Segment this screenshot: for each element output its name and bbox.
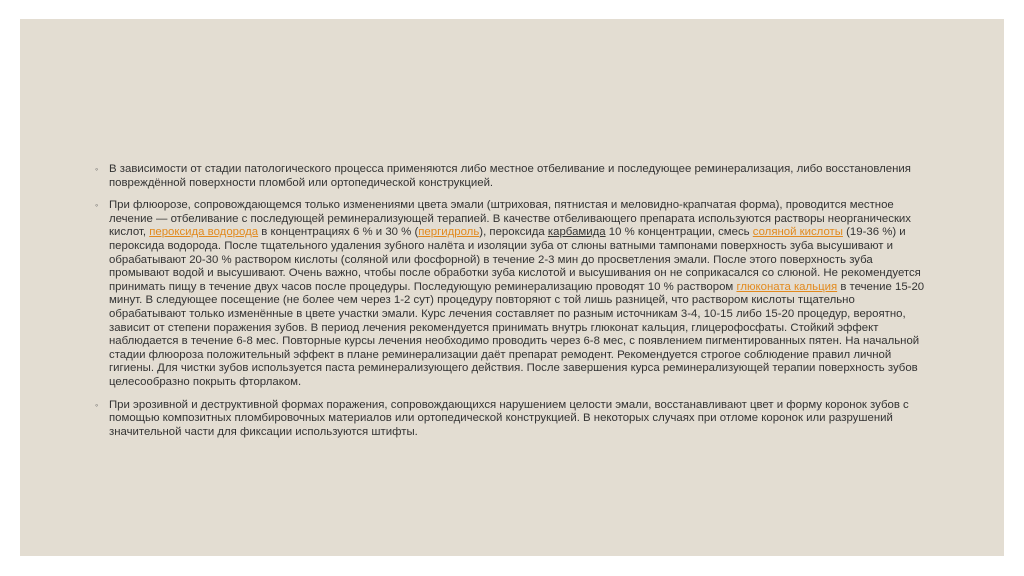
bullet-icon: ◦ — [95, 200, 99, 211]
bullet-icon: ◦ — [95, 164, 99, 174]
paragraph-text: в течение 15-20 минут. В следующее посещение (не более чем через 1-2 сут) процедуру повторяют с той лишь разницей, что раствором кислоты тщательно обрабатывают только изменённые в цвете участки эмали. Курс лечения составляет по разным источникам 3-4, 10-15 либо 15-20 процедур, вероятно, зависит от степени поражения зубов. В период лечения рекомендуется принимать внутрь глюконат кальция, глицерофосфаты. Стойкий эффект наблюдается в течение 6-8 мес. Повторные курсы лечения необходимо проводить через 6-8 мес, с появлением пигментированных пятен. На начальной стадии флюороза положительный эффект в плане реминерализации даёт препарат ремодент. Рекомендуется строгое соблюдение правил личной гигиены. Для чистки зубов используется паста реминерализующего действия. После завершения курса реминерализующей терапии поверхность зубов целесообразно покрыть фторлаком. — [109, 280, 925, 388]
link-calcium-gluconate[interactable]: глюконата кальция — [736, 280, 838, 293]
paragraph-text: В зависимости от стадии патологического процесса применяются либо местное отбеливание и последующее реминерализация, либо восстановления повреждённой поверхности пломбой или ортопедической конструкцией. — [109, 163, 911, 189]
bullet-paragraph-2 — [95, 199, 930, 389]
link-perhydrol[interactable]: пергидроль — [418, 226, 480, 239]
paragraph-text: в концентрациях 6 % и 30 % ( — [258, 226, 419, 239]
slide-content — [95, 163, 930, 448]
paragraph-text: ), пероксида — [479, 226, 548, 239]
link-hydrochloric-acid[interactable]: соляной кислоты — [752, 226, 843, 239]
bullet-paragraph-3 — [95, 399, 930, 440]
bullet-paragraph-1 — [95, 163, 930, 190]
paragraph-text: 10 % концентрации, смесь — [605, 226, 753, 239]
paragraph-text: (19-36 %) и пероксида водорода. После тщательного удаления зубного налёта и изоляции зуба от слюны ватными тампонами поверхность зуба высушивают и обрабатывают 20-30 % раствором кислоты (соляной или фосфорной) в течение 2-3 мин до просветления эмали. После этого поверхность зуба промывают водой и высушивают. Очень важно, чтобы после обработки зуба кислотой и высушивания он не соприкасался со слюной. Не рекомендуется принимать пищу в течение двух часов после процедуры. Последующую реминерализацию проводят 10 % раствором — [109, 226, 921, 293]
bullet-icon: ◦ — [95, 399, 99, 410]
paragraph-text: При эрозивной и деструктивной формах поражения, сопровождающихся нарушением целости эмали, восстанавливают цвет и форму коронок зубов с помощью композитных пломбировочных материалов или ортопедической конструкцией. В некоторых случаях при отломе коронок или разрушений значительной части для фиксации используются штифты. — [109, 398, 909, 438]
paragraph-text: При флюорозе, сопровождающемся только изменениями цвета эмали (штриховая, пятнистая и меловидно-крапчатая форма), проводится местное лечение — отбеливание с последующей реминерализующей терапией. В качестве отбеливающего препарата используются растворы неорганических кислот, — [109, 199, 911, 239]
link-carbamide[interactable]: карбамида — [547, 226, 606, 239]
link-hydrogen-peroxide[interactable]: пероксида водорода — [149, 226, 259, 239]
